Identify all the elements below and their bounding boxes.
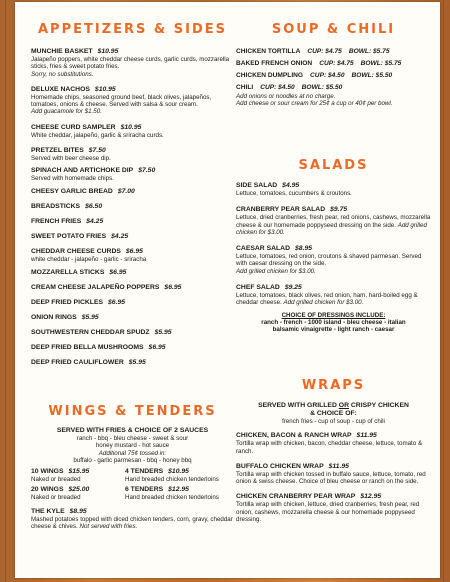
menu-page [15,2,440,578]
salads-title: SALADS [298,158,369,173]
item-price: $10.95 [168,468,189,476]
item-price: $9.25 [284,284,302,292]
wraps-heading-b: CRISPY CHICKEN [350,402,409,409]
item-desc: Lettuce, tomatoes, red onion, croutons & shaved parmesan. Served with caesar dressing on the side. [236,253,422,268]
item-price: $5.95 [81,314,99,322]
wings-section [31,404,234,535]
item-name: CHICKEN DUMPLING [236,72,304,79]
item-price: $6.95 [164,284,182,292]
item-price: $6.95 [108,299,126,307]
item-desc: Jalapeño poppers, white cheddar cheese curds, garlic curds, mozzarella sticks, fries & sweet potato fries. [31,56,230,71]
item-name: FRENCH FRIES [31,218,82,226]
bowl-price: BOWL: $5.50 [351,72,393,79]
item-note: Not served with fries. [79,523,138,531]
item-name: CHICKEN CRANBERRY PEAR WRAP [236,493,356,501]
wings-grid [31,468,234,502]
item-desc: Lettuce, dried cranberries, fresh pear, red onions, cashews, mozzarella cheese & our homemade poppyseed dressing on the side. [236,214,431,229]
item-name: DEEP FRIED PICKLES [31,299,104,307]
item-price: $4.25 [111,233,129,241]
menu-item [236,493,431,523]
toss-sauces: buffalo - garlic parmesan - bbq - honey bbq [73,456,192,464]
wings-heading: SERVED WITH FRIES & CHOICE OF 2 SAUCES [56,427,209,434]
item-price: $8.95 [69,507,87,515]
item-desc: Hand breaded chicken tenderloins [125,494,219,502]
menu-item [236,432,431,455]
menu-item [31,147,234,162]
soup-item [236,72,431,80]
wraps-heading-a: SERVED WITH GRILLED [258,402,337,409]
cup-price: CUP: $4.50 [310,72,345,79]
item-name: CHILI [236,84,254,91]
item-note: Add grilled chicken for $3.00. [236,267,316,275]
item-name: SIDE SALAD [236,182,278,189]
item-name: SWEET POTATO FRIES [31,233,107,241]
bowl-price: BOWL: $5.75 [348,48,390,55]
menu-item [236,182,431,197]
wings-title: WINGS & TENDERS [48,404,217,419]
item-price: $4.95 [282,182,300,189]
item-name: BAKED FRENCH ONION [236,60,313,67]
soup-section [236,22,431,108]
menu-item [31,48,234,78]
menu-item [31,344,234,352]
soup-item [236,84,431,92]
item-name: 20 WINGS [31,486,64,494]
item-note: Add grilled chicken for $3.00. [236,221,427,236]
item-name: MUNCHIE BASKET [31,48,93,55]
item-price: $7.50 [138,166,156,174]
menu-item [31,167,234,182]
menu-item [31,233,234,241]
item-name: MOZZARELLA STICKS [31,269,105,277]
item-name: PRETZEL BITES [31,147,84,155]
sauce-list: ranch - bbq - bleu cheese - sweet & sour [76,435,189,442]
item-price: $11.95 [328,462,349,470]
item-price: $7.00 [117,188,135,196]
item-price: $10.95 [120,123,142,131]
item-price: $6.95 [125,248,143,256]
menu-item [236,284,431,307]
item-desc: Served with homemade chips. [31,174,114,182]
item-desc: Tortilla wrap with chicken, bacon, cheddar cheese, lettuce, tomato & ranch. [236,440,423,455]
item-name: CHICKEN, BACON & RANCH WRAP [236,432,352,440]
item-price: $6.50 [85,203,103,211]
item-name: ONION RINGS [31,314,77,322]
item-name: CHEESY GARLIC BREAD [31,188,113,196]
item-price: $11.95 [356,432,377,440]
item-name: 6 TENDERS [125,486,164,494]
menu-item [31,284,234,292]
menu-item [31,218,234,226]
item-name: CRANBERRY PEAR SALAD [236,206,326,214]
item-name: DEEP FRIED CAULIFLOWER [31,359,124,367]
menu-item [31,248,234,263]
item-name: CHEDDAR CHEESE CURDS [31,248,121,256]
salads-section [236,158,431,334]
item-price: $9.75 [330,206,348,214]
item-name: CAESAR SALAD [236,245,291,253]
menu-item [31,188,234,196]
menu-item [31,314,234,322]
toss-note: Additional 75¢ tossed in: [98,449,167,457]
item-desc: Hand breaded chicken tenderloins [125,476,219,484]
item-name: DELUXE NACHOS [31,85,90,93]
item-price: $5.95 [154,329,172,337]
item-price: $5.95 [128,359,146,367]
item-name: BUFFALO CHICKEN WRAP [236,462,324,470]
item-price: $10.95 [94,85,116,93]
wraps-section [236,378,431,528]
soup-note: Add cheese or sour cream for 25¢ a cup or 40¢ per bowl. [236,100,393,108]
item-name: DEEP FRIED BELLA MUSHROOMS [31,344,144,352]
item-name: CHEESE CURD SAMPLER [31,123,116,131]
menu-item [31,468,123,483]
item-price: $15.95 [68,468,90,476]
dressings-list: ranch - french - 1000 island - bleu cheese - italian [261,318,406,326]
item-desc: White cheddar, jalapeño, garlic & sriracha curds. [31,131,164,139]
item-name: 10 WINGS [31,468,64,476]
item-price: $7.50 [88,147,106,155]
item-desc: Tortilla wrap with chicken, lettuce, dried cranberries, fresh pear, red onion, cashews, mozzarella cheese & our homemade poppyseed dressing. [236,501,420,524]
sauce-list: honey mustard - hot sauce [95,442,170,450]
appetizers-section [31,22,234,372]
menu-item [31,269,234,277]
item-desc: Served with beer cheese dip. [31,155,111,163]
soup-item [236,48,431,56]
menu-item [31,486,123,501]
cup-price: CUP: $4.75 [319,60,354,67]
item-desc: Lettuce, tomatoes, cucumbers & croutons. [236,190,352,197]
item-note: Sorry, no substitutions. [31,70,94,78]
item-price: $10.95 [97,48,119,55]
cup-price: CUP: $4.50 [260,84,295,91]
appetizers-title: APPETIZERS & SIDES [37,22,227,37]
item-name: SPINACH AND ARTICHOKE DIP [31,166,134,174]
item-name: CHEF SALAD [236,284,280,292]
wraps-title: WRAPS [301,378,366,393]
bowl-price: BOWL: $5.75 [360,60,402,67]
wraps-heading-or: OR [338,402,349,409]
menu-item [31,299,234,307]
item-price: $4.25 [86,218,104,226]
soup-title: SOUP & CHILI [271,22,396,37]
cup-price: CUP: $4.75 [307,48,342,55]
wraps-heading-2: & CHOICE OF: [310,410,357,417]
item-note: Add guacamole for $1.50. [31,108,102,116]
menu-item [31,508,234,531]
menu-item [236,245,431,275]
wraps-sides: french fries - cup of soup - cup of chili [282,418,385,425]
wraps-heading [236,402,431,410]
menu-item [31,329,234,337]
item-name: 4 TENDERS [125,468,164,476]
menu-item [31,203,234,211]
item-desc: Tortilla wrap with chicken tossed in buffalo sauce, lettuce, tomato, red onion & swiss cheese. Choice of bleu cheese or ranch on the side. [236,470,426,486]
item-price: $6.95 [148,344,166,352]
item-note: Add grilled chicken for $3.00. [283,299,364,307]
item-price: $12.95 [168,486,189,494]
item-price: $25.00 [68,486,90,494]
menu-item [125,486,233,501]
menu-item [236,463,431,486]
item-name: SOUTHWESTERN CHEDDAR SPUDZ [31,329,150,337]
menu-item [31,359,234,367]
item-name: CHICKEN TORTILLA [236,48,301,55]
item-desc: Naked or breaded [31,476,81,484]
menu-item [125,468,233,483]
item-desc: Lettuce, tomatoes, black olives, red onion, ham, hard-boiled egg & cheddar cheese. [236,292,418,307]
soup-item [236,60,431,68]
soup-note: Add onions or noodles at no charge. [236,93,336,100]
item-price: $12.95 [360,493,382,501]
dressings-list: balsamic vinaigrette - light ranch - caesar [272,326,395,334]
menu-item [31,124,234,139]
item-name: CREAM CHEESE JALAPEÑO POPPERS [31,284,160,292]
item-price: $8.95 [295,245,313,253]
item-name: THE KYLE [31,507,65,515]
dressings-title: CHOICE OF DRESSINGS INCLUDE: [281,311,386,319]
item-name: BREADSTICKS [31,203,81,211]
item-desc: Mashed potatoes topped with diced chicken tenders, corn, gravy, cheddar cheese & chives. [31,515,233,531]
item-desc: Homemade chips, seasoned ground beef, black olives, jalapeños, tomatoes, onions & cheese. Served with salsa & sour cream. [31,93,212,109]
item-price: $6.95 [109,269,127,277]
item-desc: Naked or breaded [31,494,81,502]
item-desc: white cheddar - jalapeño - garlic - sriracha [31,256,147,264]
bowl-price: BOWL: $5.50 [301,84,343,91]
menu-item [31,86,234,116]
menu-item [236,206,431,236]
